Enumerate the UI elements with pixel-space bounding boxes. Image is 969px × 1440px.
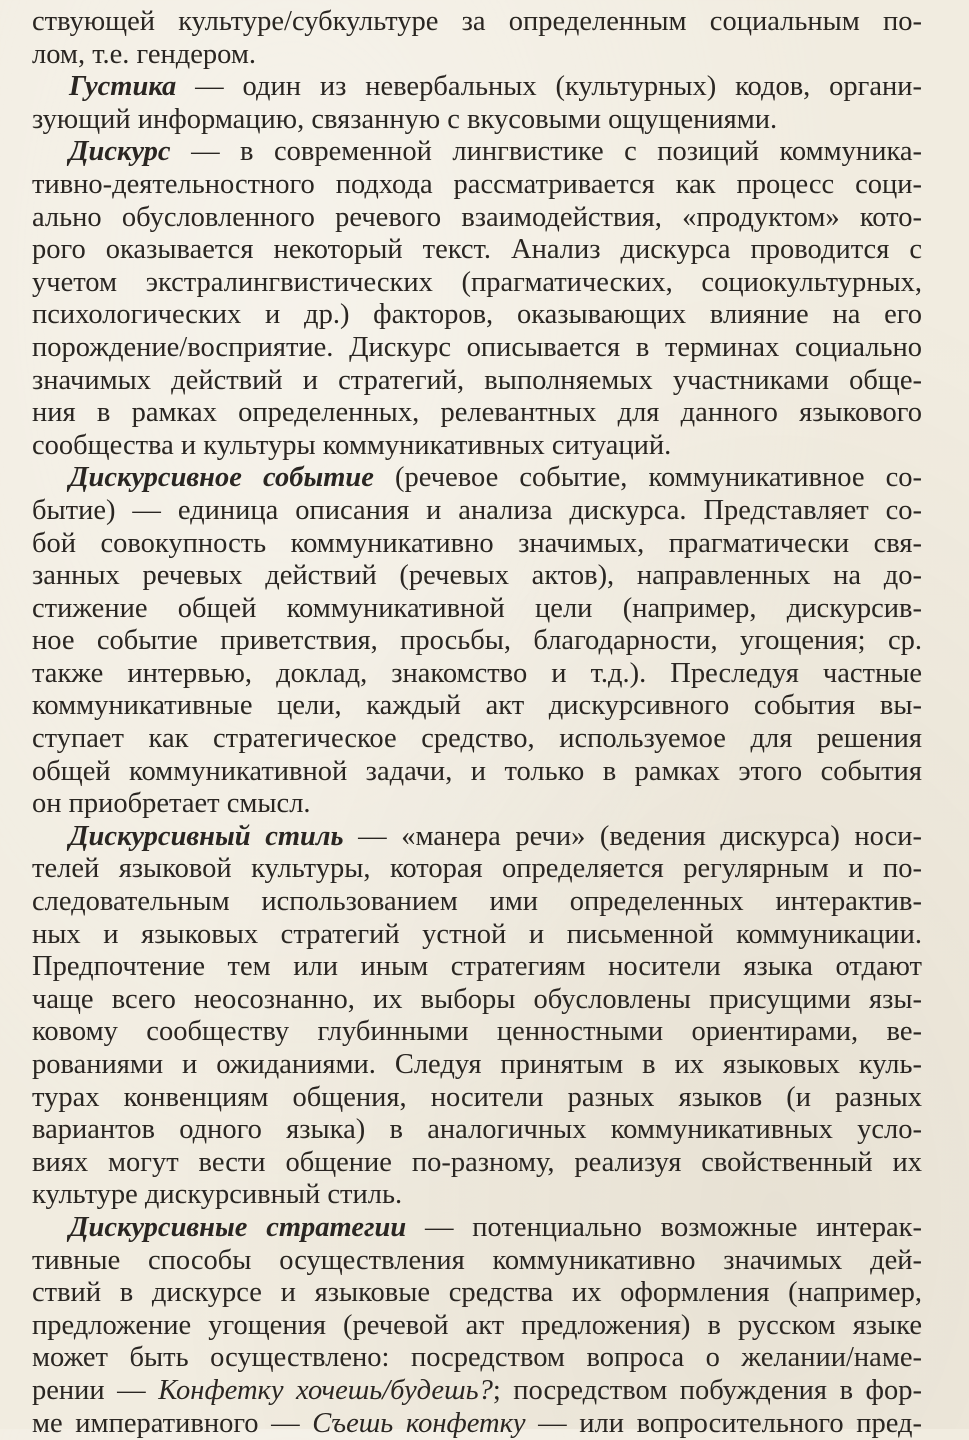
text-line [32, 821, 922, 854]
text-segment: чаще всего неосознанно, их выборы обусловлены присущими язы- [32, 983, 922, 1015]
text-segment: бытие) — единица описания и анализа дискурса. Представляет со- [32, 494, 922, 526]
text-line [32, 430, 922, 463]
text-segment: бой совокупность коммуникативно значимых, прагматически свя- [32, 527, 922, 559]
text-segment: рованиями и ожиданиями. Следуя принятым в их языковых куль- [32, 1049, 922, 1080]
text-segment: турах конвенциям общения, носители разных языков (и разных [32, 1081, 922, 1113]
text-line [32, 625, 922, 658]
text-line [32, 984, 922, 1017]
text-line [32, 658, 922, 691]
text-segment: ных и языковых стратегий устной и письменной коммуникации. [32, 918, 922, 950]
text-line [32, 332, 922, 365]
example-phrase: Конфетку хочешь/будешь? [158, 1374, 493, 1406]
text-segment: — потенциально возможные интерак- [406, 1211, 922, 1243]
text-segment: виях могут вести общение по-разному, реализуя свойственный их [32, 1146, 922, 1178]
text-segment: учетом экстралингвистических (прагматических, социокультурных, [32, 266, 922, 298]
text-line [32, 397, 922, 430]
text-line [32, 1049, 922, 1082]
text-line [32, 756, 922, 789]
text-line [32, 1016, 922, 1049]
text-segment: тивные способы осуществления коммуникативно значимых дей- [32, 1244, 922, 1276]
text-line [32, 71, 922, 104]
glossary-term: Дискурсивное событие [69, 462, 374, 494]
text-line [32, 1277, 922, 1310]
text-segment: вариантов одного языка) в аналогичных коммуникативных усло- [32, 1114, 922, 1146]
text-line [32, 919, 922, 952]
text-line [32, 462, 922, 495]
text-segment: тивно-деятельностного подхода рассматривается как процесс соци- [32, 168, 922, 200]
text-segment: также интервью, доклад, знакомство и т.д.). Преследуя частные [32, 657, 922, 689]
text-segment: ; посредством побуждения в фор- [492, 1374, 922, 1406]
text-line [32, 104, 922, 137]
text-segment: предложение угощения (речевой акт предложения) в русском языке [32, 1309, 922, 1341]
text-segment: ное событие приветствия, просьбы, благодарности, угощения; ср. [32, 625, 922, 657]
text-line [32, 234, 922, 267]
text-segment: ковому сообществу глубинными ценностными ориентирами, ве- [32, 1016, 922, 1048]
text-line [32, 593, 922, 626]
text-line [32, 1375, 922, 1408]
glossary-term: Густика [69, 71, 177, 103]
text-segment: ступает как стратегическое средство, используемое для решения [32, 723, 922, 755]
text-line [32, 1245, 922, 1278]
text-segment: порождение/восприятие. Дискурс описывается в терминах социально [32, 331, 922, 363]
text-line [32, 495, 922, 528]
text-segment: может быть осуществлено: посредством вопроса о желании/наме- [32, 1342, 922, 1374]
text-line [32, 528, 922, 561]
text-line [32, 690, 922, 723]
text-line [32, 299, 922, 332]
text-segment: рении — [32, 1374, 159, 1406]
glossary-term: Дискурс [69, 136, 171, 168]
glossary-term: Дискурсивные стратегии [69, 1211, 407, 1243]
text-segment: психологических и др.) факторов, оказывающих влияние на его [32, 299, 922, 331]
text-line [32, 169, 922, 202]
text-line [32, 39, 922, 72]
example-phrase: Съешь конфетку [312, 1407, 526, 1439]
text-segment: ствующей культуре/субкультуре за определенным социальным по- [32, 6, 922, 37]
text-line [32, 853, 922, 886]
text-segment: сообщества и культуры коммуникативных ситуаций. [32, 429, 672, 461]
text-line [32, 1082, 922, 1115]
text-line [32, 6, 922, 39]
glossary-term: Дискурсивный стиль [69, 820, 344, 852]
text-line [32, 267, 922, 300]
text-line [32, 951, 922, 984]
text-segment: Предпочтение тем или иным стратегиям носители языка отдают [32, 951, 922, 983]
text-segment: ме императивного — [32, 1407, 313, 1439]
text-line [32, 1408, 922, 1440]
text-line [32, 886, 922, 919]
text-segment: следовательным использованием ими определенных интерактив- [32, 886, 922, 918]
text-line [32, 1310, 922, 1343]
text-segment: культуре дискурсивный стиль. [32, 1179, 403, 1211]
text-segment: лом, т.е. гендером. [32, 38, 257, 70]
text-segment: ально обусловленного речевого взаимодействия, «продуктом» кото- [32, 201, 922, 233]
text-segment: — один из невербальных (культурных) кодов, органи- [176, 71, 922, 103]
text-segment: ствий в дискурсе и языковые средства их оформления (например, [32, 1277, 922, 1309]
document-page [32, 6, 922, 1440]
text-segment: телей языковой культуры, которая определяется регулярным и по- [32, 853, 922, 885]
text-segment: общей коммуникативной задачи, и только в рамках этого события [32, 755, 922, 787]
text-line [32, 1212, 922, 1245]
text-segment: рого оказывается некоторый текст. Анализ дискурса проводится с [32, 234, 922, 266]
text-segment: (речевое событие, коммуникативное со- [373, 462, 922, 494]
text-segment: зующий информацию, связанную с вкусовыми ощущениями. [32, 103, 778, 135]
text-segment: коммуникативные цели, каждый акт дискурсивного события вы- [32, 690, 922, 722]
text-line [32, 788, 922, 821]
text-line [32, 560, 922, 593]
text-segment: — или вопросительного пред- [525, 1407, 922, 1439]
text-line [32, 1342, 922, 1375]
text-line [32, 723, 922, 756]
text-line [32, 136, 922, 169]
text-segment: он приобретает смысл. [32, 788, 311, 820]
text-line [32, 1179, 922, 1212]
text-segment: стижение общей коммуникативной цели (например, дискурсив- [32, 592, 922, 624]
text-segment: — в современной лингвистике с позиций коммуника- [170, 136, 922, 168]
text-segment: ния в рамках определенных, релевантных для данного языкового [32, 397, 922, 429]
text-line [32, 1114, 922, 1147]
text-segment: — «манера речи» (ведения дискурса) носи- [343, 820, 922, 852]
text-segment: занных речевых действий (речевых актов), направленных на до- [32, 560, 922, 592]
text-line [32, 202, 922, 235]
text-line [32, 365, 922, 398]
text-line [32, 1147, 922, 1180]
text-segment: значимых действий и стратегий, выполняемых участниками обще- [32, 364, 922, 396]
